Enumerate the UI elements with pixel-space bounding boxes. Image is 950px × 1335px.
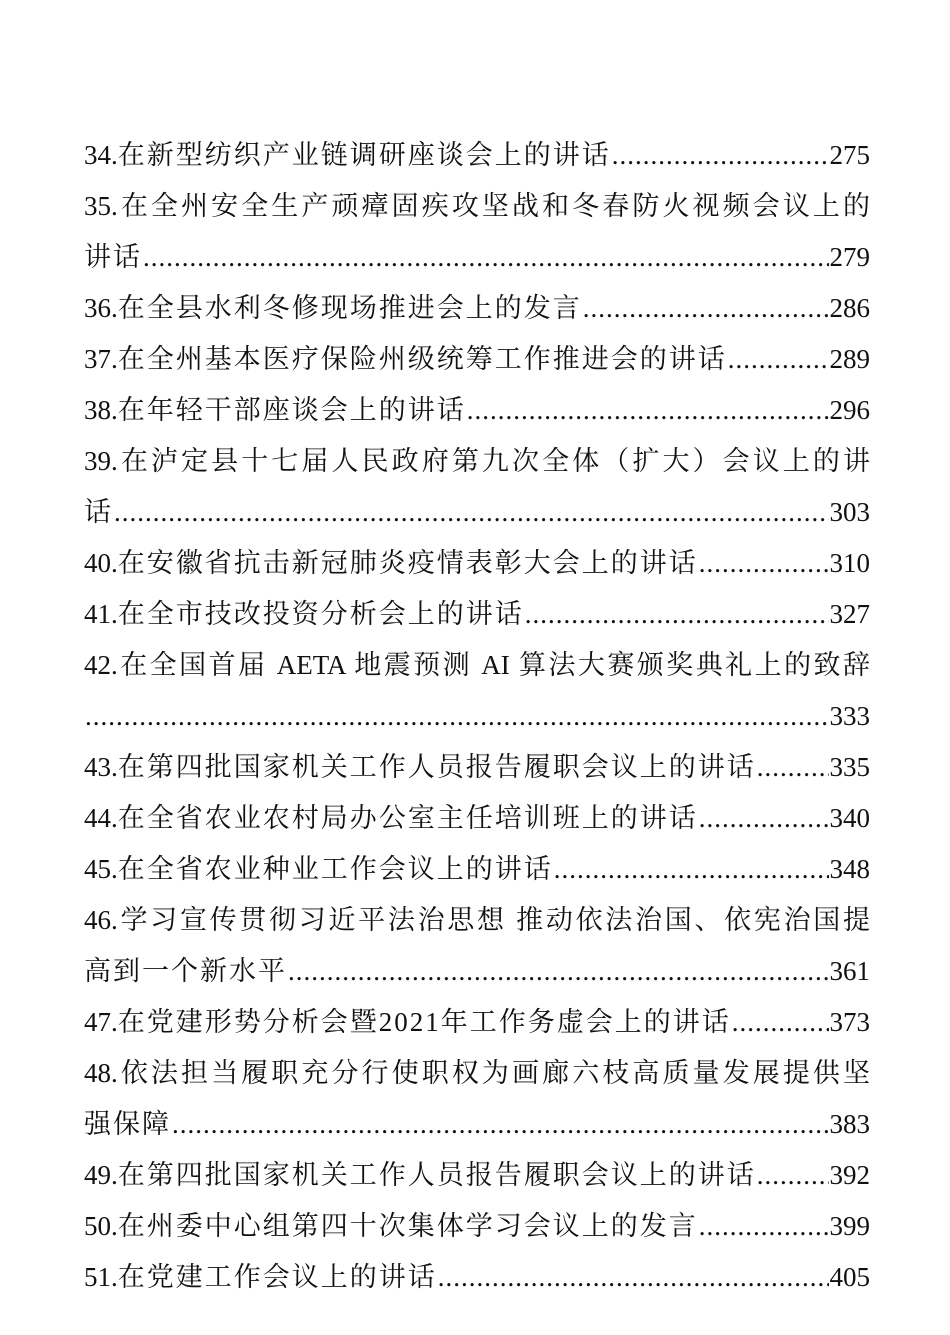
dot-leader [583,283,829,334]
toc-entry-page-number: 310 [829,548,870,578]
toc-entry-number: 44. [84,803,118,833]
toc-entry-title-line [84,640,870,691]
toc-entry-title: 在全省农业农村局办公室主任培训班上的讲话 [117,803,698,833]
dot-leader [288,946,829,997]
toc-entry-title: 在全县水利冬修现场推进会上的发言 [117,293,582,323]
table-of-contents [84,130,870,1303]
toc-entry-number: 43. [84,752,118,782]
toc-entry-page-number: 399 [829,1211,870,1241]
toc-entry-title-line [84,895,870,946]
toc-entry-title: 在第四批国家机关工作人员报告履职会议上的讲话 [117,1160,756,1190]
dot-leader [699,793,829,844]
toc-entry [84,742,870,793]
dot-leader [114,487,829,538]
toc-entry-number: 38. [84,395,118,425]
toc-entry [84,1150,870,1201]
toc-entry-title: 在州委中心组第四十次集体学习会议上的发言 [117,1211,698,1241]
toc-entry-title: 在党建形势分析会暨2021年工作务虚会上的讲话 [117,1007,731,1037]
toc-entry-title: 在第四批国家机关工作人员报告履职会议上的讲话 [117,752,756,782]
dot-leader [85,691,829,742]
dot-leader [467,385,829,436]
toc-entry-number: 49. [84,1160,118,1190]
toc-entry-title-line [84,436,870,487]
toc-entry-title: 在安徽省抗击新冠肺炎疫情表彰大会上的讲话 [117,548,698,578]
toc-entry-page-number: 303 [829,497,870,527]
toc-entry-number: 45. [84,854,118,884]
toc-entry-number: 42. [84,650,118,680]
toc-entry-title: 在全市技改投资分析会上的讲话 [117,599,524,629]
toc-entry-number: 36. [84,293,118,323]
toc-entry-number: 35. [84,191,118,221]
toc-entry [84,997,870,1048]
toc-entry-page-number: 405 [829,1262,870,1292]
toc-entry-title-continuation: 话 [84,497,113,527]
toc-entry [84,844,870,895]
toc-entry-number: 40. [84,548,118,578]
toc-entry-title-continuation: 高到一个新水平 [84,956,287,986]
toc-entry-number: 51. [84,1262,118,1292]
toc-entry-title: 在全国首届 AETA 地震预测 AI 算法大赛颁奖典礼上的致辞 [117,650,870,680]
dot-leader [612,130,829,181]
toc-entry-page-number: 327 [829,599,870,629]
dot-leader [757,1150,829,1201]
toc-entry-number: 41. [84,599,118,629]
toc-entry [84,793,870,844]
toc-entry-title: 在全州安全生产顽瘴固疾攻坚战和冬春防火视频会议上的 [117,191,870,221]
toc-entry-number: 50. [84,1211,118,1241]
dot-leader [143,232,829,283]
dot-leader [699,1201,829,1252]
toc-entry-page-number: 279 [829,242,870,272]
toc-entry-continuation-line [84,1099,870,1150]
toc-entry-title: 在新型纺织产业链调研座谈会上的讲话 [117,140,611,170]
toc-entry-continuation-line [84,691,870,742]
dot-leader [732,997,829,1048]
toc-entry-continuation-line [84,946,870,997]
toc-entry-number: 39. [84,446,118,476]
toc-entry [84,385,870,436]
dot-leader [757,742,829,793]
toc-entry-page-number: 383 [829,1109,870,1139]
toc-entry-title: 在全州基本医疗保险州级统筹工作推进会的讲话 [117,344,727,374]
toc-entry-number: 47. [84,1007,118,1037]
toc-entry [84,589,870,640]
toc-entry-page-number: 348 [829,854,870,884]
toc-entry [84,538,870,589]
toc-entry [84,1201,870,1252]
toc-entry-page-number: 392 [829,1160,870,1190]
toc-entry [84,130,870,181]
toc-entry-title: 学习宣传贯彻习近平法治思想 推动依法治国、依宪治国提 [117,905,870,935]
toc-entry-page-number: 275 [829,140,870,170]
toc-entry-number: 34. [84,140,118,170]
dot-leader [728,334,829,385]
toc-entry-page-number: 289 [829,344,870,374]
toc-entry [84,1252,870,1303]
toc-entry-continuation-line [84,487,870,538]
toc-entry-page-number: 340 [829,803,870,833]
toc-entry-page-number: 335 [829,752,870,782]
toc-entry-page-number: 296 [829,395,870,425]
toc-entry-number: 46. [84,905,118,935]
toc-entry-title: 依法担当履职充分行使职权为画廊六枝高质量发展提供坚 [117,1058,870,1088]
toc-entry-page-number: 361 [829,956,870,986]
toc-entry-title-continuation: 强保障 [84,1109,171,1139]
toc-entry [84,283,870,334]
toc-entry-title-line [84,181,870,232]
toc-entry-number: 48. [84,1058,118,1088]
toc-entry-title: 在党建工作会议上的讲话 [117,1262,437,1292]
dot-leader [554,844,829,895]
toc-entry-page-number: 333 [829,701,870,731]
dot-leader [525,589,829,640]
toc-entry-page-number: 286 [829,293,870,323]
toc-entry-title: 在泸定县十七届人民政府第九次全体（扩大）会议上的讲 [117,446,870,476]
toc-entry-title-continuation: 讲话 [84,242,142,272]
toc-entry [84,334,870,385]
toc-entry-title: 在全省农业种业工作会议上的讲话 [117,854,553,884]
toc-entry-title-line [84,1048,870,1099]
toc-entry-page-number: 373 [829,1007,870,1037]
toc-entry-continuation-line [84,232,870,283]
toc-entry-number: 37. [84,344,118,374]
dot-leader [699,538,829,589]
dot-leader [438,1252,829,1303]
dot-leader [172,1099,829,1150]
toc-entry-title: 在年轻干部座谈会上的讲话 [117,395,466,425]
